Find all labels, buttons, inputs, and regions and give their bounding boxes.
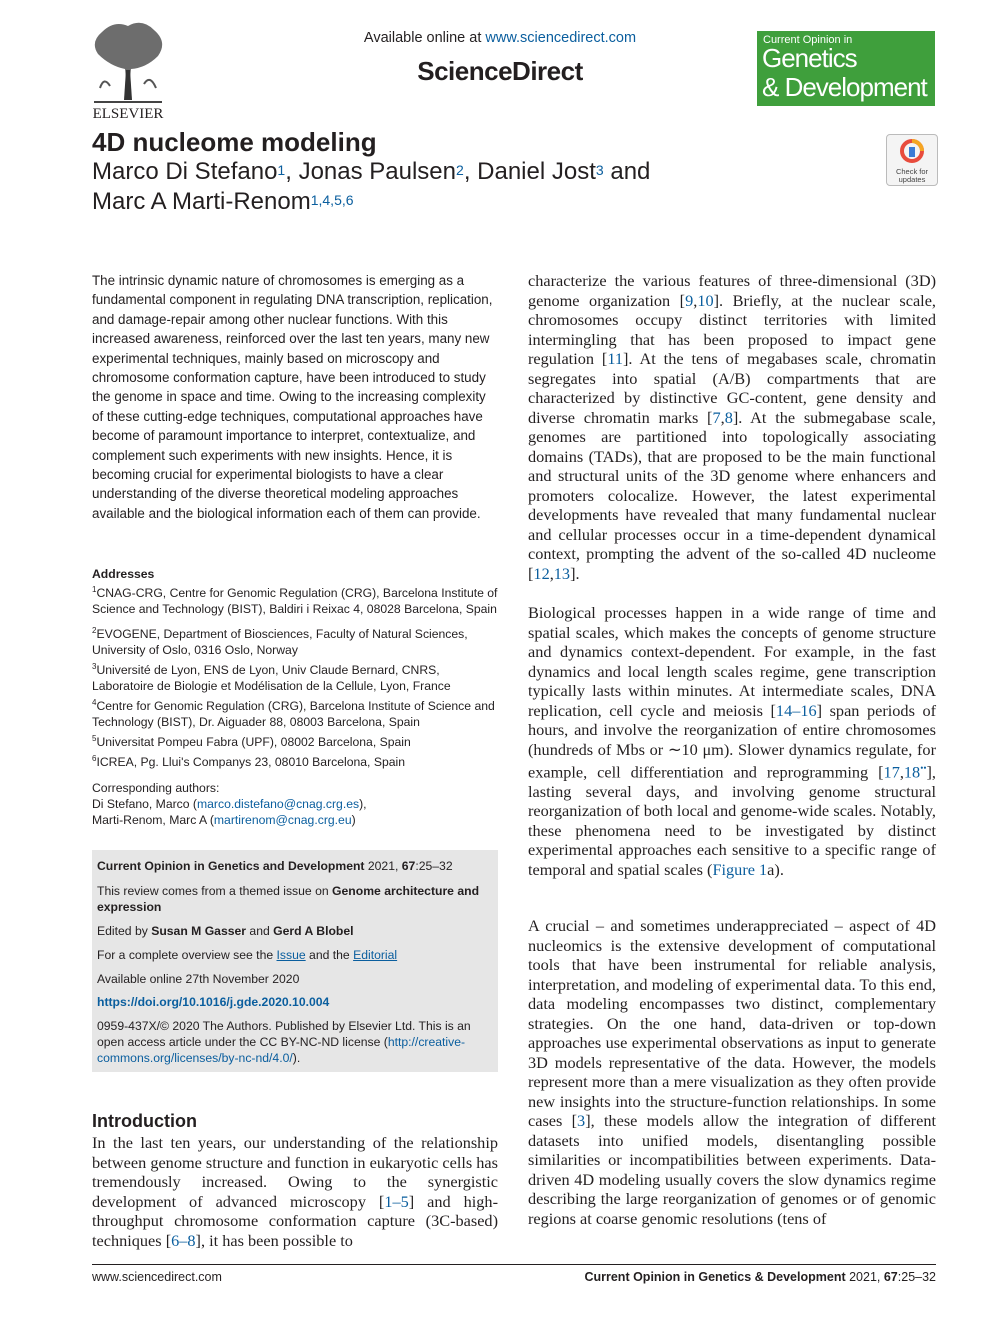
body-paragraph: Biological processes happen in a wide range of time and spatial scales, which makes the concepts of genome structure and dynamics context-dependent. For example, in the fast dynamics and local length scales regime, gene transcription typically lasts within minutes. At intermediate scales, DNA replication, cell cycle and meiosis [14–16] span periods of hours, and involve the reorganization of entire chromosomes (hundreds of Mbs or ∼10 μm). Slower dynamics regulate, for example, cell differentiation and reprogramming [17,18••], lasting several days, and involving genome structural reorganization of both local and genome-wide scales. Notably, these phenomena need to be investigated by distinct experimental approaches each sensitive to a specific range of temporal and spatial scales (Figure 1a).	[528, 603, 937, 879]
address-item: $^3$Université de Lyon, ENS de Lyon, Univ Claude Bernard, CNRS, Laboratoire de Biologie et Modélisation de la Cellule, Lyon, France	[92, 662, 451, 694]
body-paragraph: A crucial – and sometimes underappreciated – aspect of 4D nucleomics is the extensive development of computational tools that have been instrumental for reliable analysis, interpretation, and modeling of experimental data. To this end, data modeling encompasses two distinct, complementary strategies. On the one hand, data-driven or top-down approaches use experimental observations as input to generate 3D models representative of the data. However, the models represent more than a mere visualization as they often provide new insights into the structure-function relationships. In some cases [3], these models allow the integration of different datasets into unified models, disentangling possible similarities or incompatibilities between experiments. Data-driven 4D modeling usually covers the slow dynamics regime describing the large reorganization of genomes or of genomic regions at coarse genomic resolutions (tens of	[528, 916, 936, 1228]
email-link[interactable]: martirenom@cnag.crg.eu	[213, 813, 352, 827]
svg-text:ELSEVIER: ELSEVIER	[92, 106, 164, 122]
doi-line	[97, 994, 493, 1010]
addresses-heading: Addresses	[92, 567, 155, 581]
footer-divider	[92, 1264, 936, 1265]
journal-logo-line2: Genetics	[762, 43, 857, 73]
citation-link[interactable]: 10	[697, 290, 714, 310]
citation-link[interactable]: 9	[685, 290, 694, 310]
article-info-box	[92, 850, 498, 1072]
address-item: $^4$Centre for Genomic Regulation (CRG), Barcelona Institute of Science and Technology (BIST), Dr. Aiguader 88, 08003 Barcelona, Spain	[92, 698, 495, 730]
citation-link[interactable]: 3	[577, 1111, 586, 1130]
author-affiliation-ref[interactable]: 2	[456, 162, 464, 178]
overview-line: For a complete overview see the Issue and the Editorial	[97, 948, 398, 962]
journal-citation: Current Opinion in Genetics and Development 2021, 67:25–32	[97, 859, 453, 873]
citation-link[interactable]: 7	[712, 407, 721, 427]
check-updates-icon	[900, 139, 924, 163]
footer-website[interactable]: www.sciencedirect.com	[92, 1270, 222, 1284]
author-name: Daniel Jost	[477, 158, 596, 185]
journal-logo-line1: Current Opinion in	[763, 34, 853, 46]
address-item: $^1$CNAG-CRG, Centre for Genomic Regulation (CRG), Barcelona Institute of Science and Technology (BIST), Baldiri i Reixac 4, 08028 Barcelona, Spain	[92, 585, 498, 617]
author-separator: ,	[285, 158, 299, 185]
citation-highlight-mark: ••	[920, 763, 927, 773]
citation-link[interactable]: 6–8	[171, 1230, 196, 1250]
footer-citation: Current Opinion in Genetics & Development 2021, 67:25–32	[584, 1270, 936, 1284]
themed-issue: This review comes from a themed issue on Genome architecture and expression	[97, 884, 480, 914]
citation-link[interactable]: 11	[607, 349, 624, 368]
citation-link[interactable]: 1–5	[384, 1191, 409, 1211]
citation-link[interactable]: 18	[903, 762, 921, 782]
corresponding-authors	[92, 780, 502, 828]
author-list	[92, 157, 792, 217]
article-title: 4D nucleome modeling	[92, 127, 377, 157]
address-item: $^5$Universitat Pompeu Fabra (UPF), 08002 Barcelona, Spain	[92, 734, 411, 750]
introduction-heading: Introduction	[92, 1111, 197, 1131]
corresponding-author-name: Marti-Renom, Marc A (	[92, 813, 214, 827]
author-name: Jonas Paulsen	[298, 158, 457, 185]
author-name: Marc A Marti-Renom	[92, 188, 311, 215]
author-affiliation-ref[interactable]: 1,4,5,6	[310, 192, 354, 208]
addresses	[92, 566, 502, 771]
edited-by: Edited by Susan M Gasser and Gerd A Blobel	[97, 924, 354, 938]
corresponding-punct: )	[351, 813, 356, 827]
available-online-date: Available online 27th November 2020	[97, 972, 300, 986]
author-separator: and	[603, 158, 651, 185]
figure-link[interactable]: Figure 1	[712, 859, 768, 879]
editorial-link[interactable]: Editorial	[353, 948, 398, 962]
available-prefix: Available online at	[363, 30, 486, 46]
abstract: The intrinsic dynamic nature of chromosomes is emerging as a fundamental component in regulating DNA transcription, replication, and damage-repair among other nuclear functions. With this increased awareness, reinforced over the last ten years, many new experimental techniques, mainly based on microscopy and chromosome conformation capture, have been introduced to study the genome in space and time. Owing to the increasing complexity of these cutting-edge techniques, computational approaches have become of paramount importance to interpret, contextualize, and complement such experiments with new insights. Hence, it is becoming crucial for experimental biologists to have a clear understanding of the diverse theoretical modeling approaches available and the biological information each of them can provide.	[92, 273, 493, 521]
address-item: $^2$EVOGENE, Department of Biosciences, Faculty of Natural Sciences, University of Oslo, 0316 Oslo, Norway	[92, 626, 468, 658]
issue-link[interactable]: Issue	[276, 948, 306, 962]
citation-link[interactable]: 8	[724, 407, 733, 427]
doi-link[interactable]: https://doi.org/10.1016/j.gde.2020.10.004	[97, 995, 330, 1009]
citation-link[interactable]: 14–16	[775, 700, 817, 720]
corresponding-author-name: Di Stefano, Marco (	[92, 797, 197, 811]
check-updates-label: Check for updates	[895, 167, 929, 184]
check-for-updates-badge[interactable]	[886, 134, 938, 186]
citation-link[interactable]: 13	[553, 563, 571, 583]
journal-logo-line3: & Development	[762, 72, 927, 102]
citation-link[interactable]: 12	[533, 563, 550, 583]
author-separator: ,	[463, 158, 478, 185]
corresponding-heading: Corresponding authors:	[92, 781, 220, 795]
email-link[interactable]: marco.distefano@cnag.crg.es	[197, 797, 360, 811]
address-item: $^6$ICREA, Pg. Llui's Companys 23, 08010 Barcelona, Spain	[92, 754, 405, 770]
author-affiliation-ref[interactable]: 1	[277, 162, 286, 178]
citation-link[interactable]: 17	[883, 762, 900, 782]
license-link[interactable]: http://creative-commons.org/licenses/by-nc-nd/4.0/	[97, 1035, 466, 1065]
license-text: 0959-437X/© 2020 The Authors. Published by Elsevier Ltd. This is an open access article under the CC BY-NC-ND license (http://creative-commons.org/licenses/by-nc-nd/4.0/).	[97, 1019, 471, 1065]
sciencedirect-link[interactable]: www.sciencedirect.com	[485, 30, 637, 46]
sciencedirect-brand: ScienceDirect	[417, 56, 583, 86]
body-paragraph: characterize the various features of three-dimensional (3D) genome organization [9,10]. Briefly, at the nuclear scale, chromosomes occupy distinct territories with limited intermingling that has been proposed to impact gene regulation [11]. At the tens of megabases scale, chromatin segregates into spatial (A/B) compartments that are characterized by distinctive GC-content, gene density and diverse chromatin marks [7,8]. At the submegabase scale, genomes are partitioned into topologically associating domains (TADs), that are proposed to be the main functional and structural units of the 3D genome where enhancers and promoters colocalize. However, the latest experimental developments have revealed that many fundamental nuclear and cellular processes occur in a time-dependent dynamical context, prompting the advent of the so-called 4D nucleome [12,13].	[528, 271, 936, 583]
introduction-paragraph: In the last ten years, our understanding of the relationship between genome structure and function in eukaryotic cells has tremendously increased. Owing to the synergistic development of advanced microscopy [1–5] and high-throughput chromosome conformation capture (3C-based) techniques [6–8], it has been possible to	[92, 1133, 498, 1250]
journal-logo	[757, 31, 935, 106]
corresponding-punct: ),	[359, 797, 367, 811]
author-affiliation-ref[interactable]: 3	[595, 162, 604, 178]
author-name: Marco Di Stefano	[92, 158, 278, 185]
